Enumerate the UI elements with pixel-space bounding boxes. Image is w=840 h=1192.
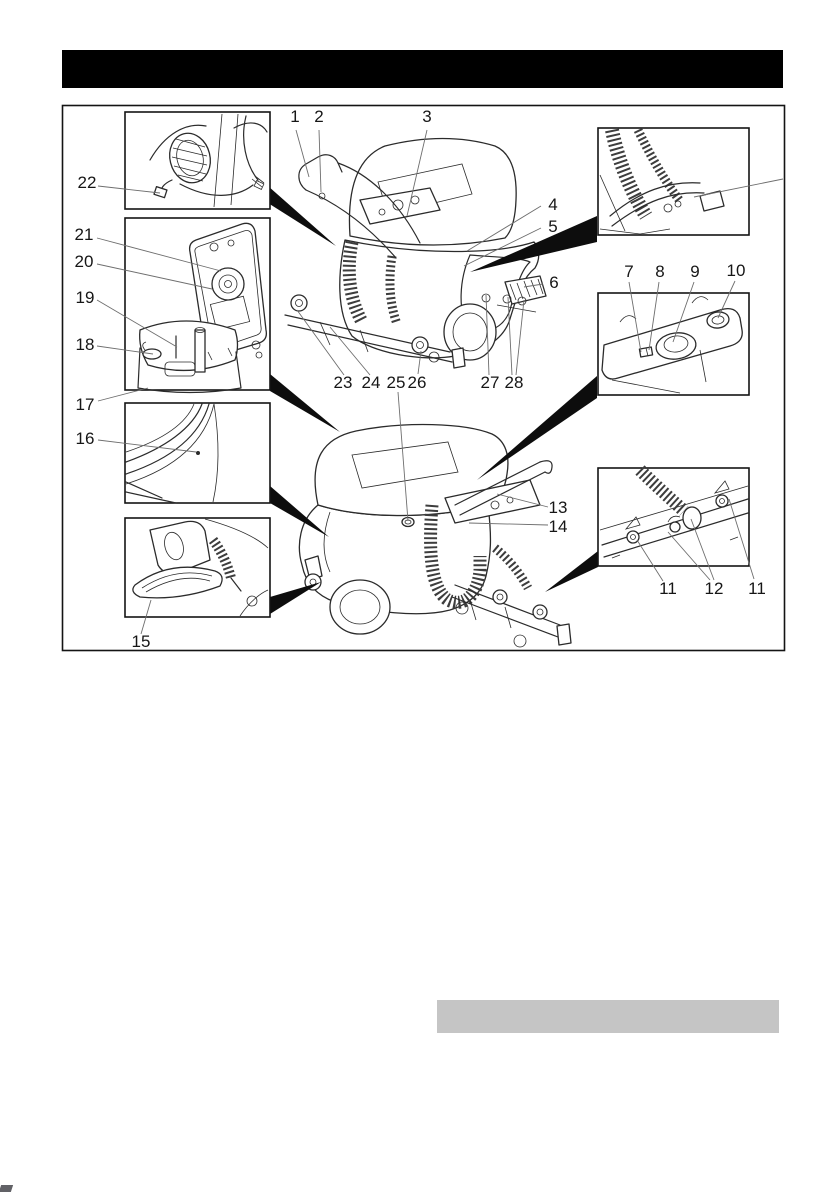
callout-20: 20 [74,252,94,271]
coarse-filter [212,268,244,300]
inset-tank-open-lid [125,218,270,393]
inset-squeegee-clamps [598,468,749,566]
callout-10: 10 [726,261,746,280]
footer-highlight-box [437,1000,779,1033]
callout-13: 13 [548,498,568,517]
callout-18: 18 [75,335,95,354]
scrubber-top-view [285,139,546,369]
callout-27: 27 [480,373,500,392]
callout-25: 25 [386,373,406,392]
callout-9: 9 [690,262,700,281]
callout-3: 3 [422,107,432,126]
callout-15: 15 [131,632,151,651]
callout-11: 11 [748,579,766,598]
callout-12: 12 [704,579,724,598]
callout-11: 11 [659,579,677,598]
callout-1: 1 [290,107,300,126]
callout-7: 7 [624,262,634,281]
inset-squeegee-lip [125,518,270,617]
callout-24: 24 [361,373,381,392]
standpipe [195,330,205,372]
callout-5: 5 [548,217,558,236]
callout-16: 16 [75,429,95,448]
callout-14: 14 [548,517,568,536]
inset-hose-routing [598,128,749,235]
callout-21: 21 [74,225,94,244]
callout-6: 6 [549,273,559,292]
callout-23: 23 [333,373,353,392]
callout-2: 2 [314,107,324,126]
callout-19: 19 [75,288,95,307]
callout-26: 26 [407,373,427,392]
callout-8: 8 [655,262,665,281]
inset-cable-hook [125,112,270,209]
callout-17: 17 [75,395,95,414]
callout-4: 4 [548,195,558,214]
callout-28: 28 [504,373,524,392]
inset-tank-openings [598,293,749,395]
scrubber-bottom-view [299,425,571,647]
hose-coupling [683,507,701,529]
callout-22: 22 [77,173,97,192]
page-corner-mark [0,1185,13,1192]
surface-stud [196,451,200,455]
inset-housing-corner [125,403,270,503]
